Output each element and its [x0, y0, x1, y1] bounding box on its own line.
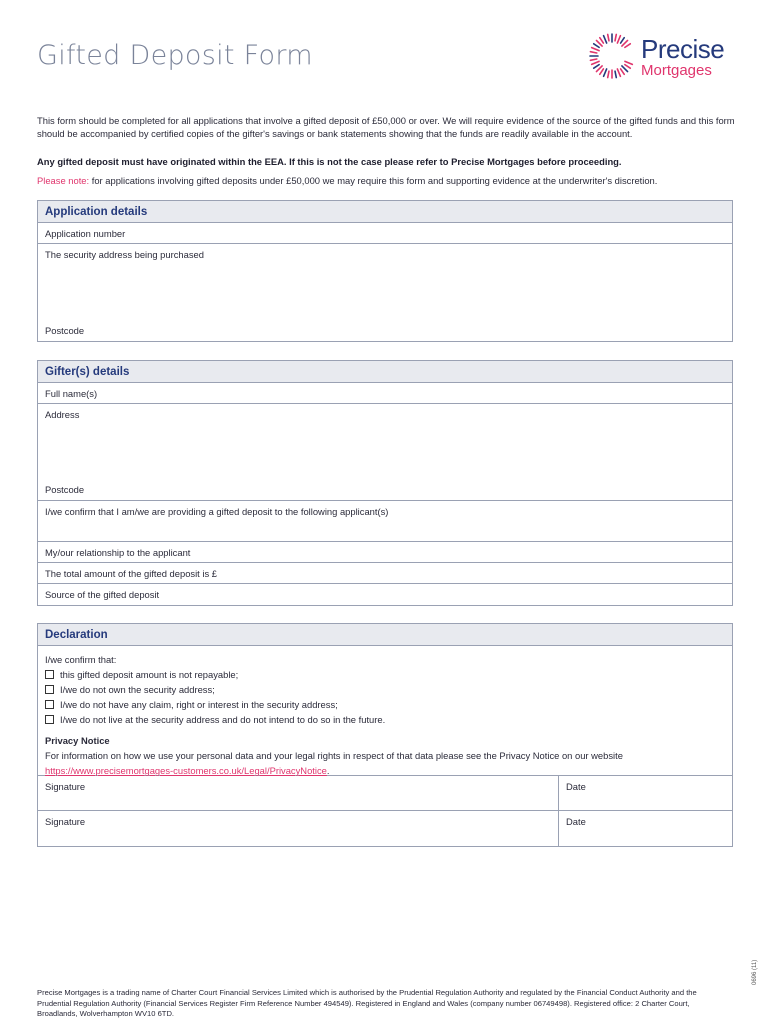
precise-mortgages-logo	[588, 32, 738, 82]
please-note-label: Please note:	[37, 175, 90, 186]
signature-row	[38, 776, 732, 811]
signature-label: Signature	[45, 781, 86, 792]
application-details-section	[37, 200, 733, 342]
applicants-field[interactable]	[38, 501, 732, 542]
logo-dash	[594, 65, 599, 69]
security-address-field[interactable]	[38, 244, 732, 341]
full-names-label: Full name(s)	[45, 388, 98, 399]
gifter-address-label: Address	[45, 409, 80, 420]
logo-dash	[608, 34, 609, 40]
signature-label: Signature	[45, 816, 86, 827]
logo-dash	[590, 52, 596, 53]
declaration-body	[38, 646, 732, 776]
checkbox-icon[interactable]	[45, 700, 54, 709]
full-names-field[interactable]	[38, 383, 732, 404]
checkbox-icon[interactable]	[45, 670, 54, 679]
intro-paragraph: This form should be completed for all applications that involve a gifted deposit of £50,000 or over. We will require evidence of the source of the gifted funds and this form should be accompanied by certified copies of the gifter's savings or bank statements showing that the funds are readily available in the account.	[37, 115, 735, 139]
signature-row	[38, 811, 732, 846]
logo-dash	[604, 36, 607, 43]
privacy-notice-link[interactable]: https://www.precisemortgages-customers.co.uk/Legal/PrivacyNotice	[45, 765, 327, 776]
logo-dash	[600, 69, 604, 74]
logo-word-precise: Precise	[641, 34, 725, 64]
logo-dash	[590, 59, 596, 60]
declaration-item[interactable]	[45, 697, 725, 712]
total-amount-field[interactable]	[38, 563, 732, 584]
source-field[interactable]	[38, 584, 732, 605]
logo-dash	[621, 69, 625, 74]
declaration-item[interactable]	[45, 682, 725, 697]
signature-field[interactable]	[38, 811, 559, 846]
logo-dash	[615, 71, 616, 77]
security-address-label: The security address being purchased	[45, 249, 204, 260]
declaration-item[interactable]	[45, 712, 725, 727]
logo-dash	[617, 36, 620, 43]
checkbox-icon[interactable]	[45, 715, 54, 724]
logo-dash	[621, 38, 625, 43]
privacy-notice-text	[45, 748, 725, 778]
signature-field[interactable]	[38, 776, 559, 810]
please-note	[37, 175, 737, 186]
date-field[interactable]	[559, 811, 732, 846]
application-postcode-label: Postcode	[45, 325, 85, 336]
declaration-item-text: this gifted deposit amount is not repayable;	[60, 669, 239, 680]
relationship-field[interactable]	[38, 542, 732, 563]
declaration-item-text: I/we do not have any claim, right or interest in the security address;	[60, 699, 338, 710]
total-amount-label: The total amount of the gifted deposit is £	[45, 568, 217, 579]
application-number-field[interactable]	[38, 223, 732, 244]
gifter-address-field[interactable]	[38, 404, 732, 501]
gifter-details-heading: Gifter(s) details	[38, 361, 732, 383]
privacy-end: .	[326, 765, 330, 776]
logo-dash	[625, 44, 630, 48]
eea-warning: Any gifted deposit must have originated within the EEA. If this is not the case please refer to Precise Mortgages before proceeding.	[37, 156, 622, 167]
application-number-label: Application number	[45, 228, 126, 239]
logo-dash	[600, 38, 604, 43]
logo-dash	[594, 44, 599, 48]
date-label: Date	[566, 781, 586, 792]
logo-dash	[617, 69, 620, 76]
declaration-item[interactable]	[45, 667, 725, 682]
declaration-intro: I/we confirm that:	[45, 654, 117, 665]
legal-footer: Precise Mortgages is a trading name of Charter Court Financial Services Limited which is authorised by the Prudential Regulation Authority and regulated by the Financial Conduct Authority and the Prudential Regulation Authority (Financial Services Register Firm Reference Number 494549). Registered in England and Wales (company number 06749498). Registered office: 2 Charter Court, Broadlands, Wolverhampton WV10 6TD.	[37, 988, 697, 1018]
gifter-details-section	[37, 360, 733, 606]
logo-dash	[608, 71, 609, 77]
application-details-heading: Application details	[38, 201, 732, 223]
page-title: Gifted Deposit Form	[37, 40, 313, 71]
source-label: Source of the gifted deposit	[45, 589, 160, 600]
relationship-label: My/our relationship to the applicant	[45, 547, 191, 558]
logo-word-mortgages: Mortgages	[641, 62, 712, 79]
declaration-heading: Declaration	[38, 624, 732, 646]
checkbox-icon[interactable]	[45, 685, 54, 694]
logo-dash	[625, 65, 630, 69]
declaration-item-text: I/we do not live at the security address and do not intend to do so in the future.	[60, 714, 386, 725]
logo-swirl-icon	[588, 32, 638, 82]
date-label: Date	[566, 816, 586, 827]
logo-dash	[592, 61, 599, 64]
confirm-applicants-label: I/we confirm that I am/we are providing a gifted deposit to the following applicant(s)	[45, 506, 389, 517]
date-field[interactable]	[559, 776, 732, 810]
declaration-item-text: I/we do not own the security address;	[60, 684, 215, 695]
please-note-text: for applications involving gifted deposits under £50,000 we may require this form and supporting evidence at the underwriter's discretion.	[89, 175, 658, 186]
logo-dash	[615, 34, 616, 40]
form-code: 0696 (11)	[752, 959, 758, 985]
privacy-text: For information on how we use your personal data and your legal rights in respect of that data please see the Privacy Notice on our website	[45, 750, 623, 761]
logo-dash	[592, 48, 599, 51]
logo-dash	[604, 69, 607, 76]
gifter-postcode-label: Postcode	[45, 484, 85, 495]
privacy-notice-title: Privacy Notice	[45, 735, 110, 746]
logo-dash	[625, 61, 632, 64]
declaration-section	[37, 623, 733, 847]
